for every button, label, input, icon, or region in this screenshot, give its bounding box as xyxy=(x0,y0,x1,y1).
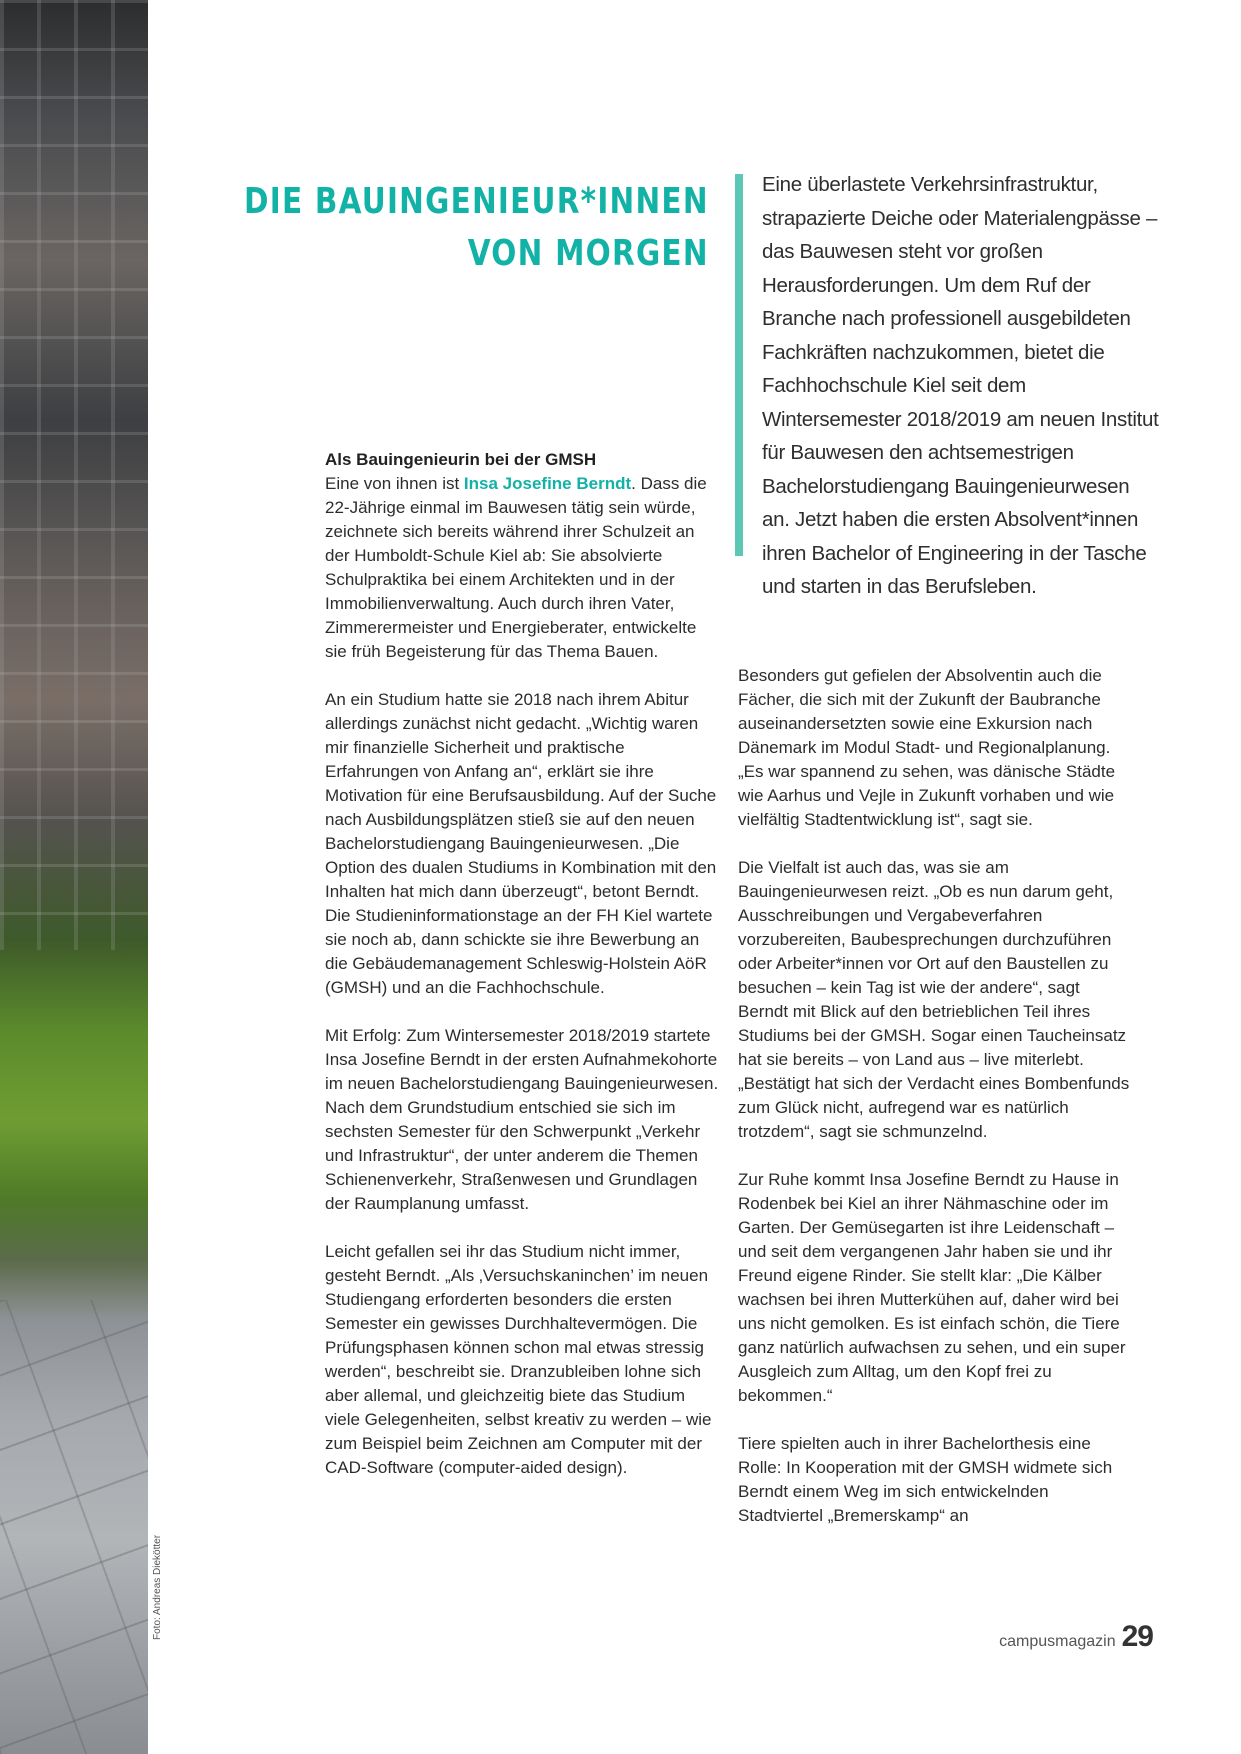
right-column xyxy=(738,664,1133,1552)
side-photo xyxy=(0,0,148,1754)
paragraph: Zur Ruhe kommt Insa Josefine Berndt zu Hause in Rodenbek bei Kiel an ihrer Nähmaschine oder im Garten. Der Gemüsegarten ist ihre Leidenschaft – und seit dem vergangenen Jahr haben sie und ihr Freund eigene Rinder. Sie stellt klar: „Die Kälber wachsen bei ihren Mutterkühen auf, daher wird bei uns nicht gemolken. Es ist einfach schön, die Tiere ganz natürlich aufwachsen zu sehen, und ein super Ausgleich zum Alltag, um den Kopf frei zu bekommen.“ xyxy=(738,1170,1126,1405)
paragraph xyxy=(325,448,720,664)
article-title xyxy=(244,176,709,280)
intro-text-before: Eine von ihnen ist xyxy=(325,474,464,493)
intro-text-after: . Dass die 22-Jährige einmal im Bauwesen tätig sein würde, zeichnete sich bereits während ihrer Schulzeit an der Humboldt-Schule Kiel ab: Sie absolvierte Schulpraktika bei einem Architekten und in der Immobilienverwaltung. Auch durch ihren Vater, Zimmerermeister und Energieberater, entwickelte sie früh Begeisterung für das Thema Bauen. xyxy=(325,474,707,661)
page-number: 29 xyxy=(1121,1620,1153,1653)
title-line-1: DIE BAUINGENIEUR*INNEN xyxy=(244,181,709,222)
paving-texture xyxy=(0,1300,148,1754)
page-footer xyxy=(999,1620,1153,1654)
highlighted-name: Insa Josefine Berndt xyxy=(463,474,632,493)
magazine-name: campusmagazin xyxy=(999,1633,1116,1650)
subheading: Als Bauingenieurin bei der GMSH xyxy=(325,450,597,469)
scaffolding-texture xyxy=(0,0,148,950)
paragraph: Tiere spielten auch in ihrer Bachelorthesis eine Rolle: In Kooperation mit der GMSH widmete sich Berndt einem Weg im sich entwickelnden Stadtviertel „Bremerskamp“ an xyxy=(738,1434,1113,1525)
paragraph: Besonders gut gefielen der Absolventin auch die Fächer, die sich mit der Zukunft der Baubranche auseinandersetzten sowie eine Exkursion nach Dänemark im Modul Stadt- und Regionalplanung. „Es war spannend zu sehen, was dänische Städte wie Aarhus und Vejle in Zukunft vorhaben und wie vielfältig Stadtentwicklung ist“, sagt sie. xyxy=(738,666,1116,829)
lead-accent-bar xyxy=(735,174,743,556)
lead-paragraph: Eine überlastete Verkehrsinfrastruktur, strapazierte Deiche oder Materialengpässe – das Bauwesen steht vor großen Herausforderungen. Um dem Ruf der Branche nach professionell ausgebildeten Fachkräften nachzukommen, bietet die Fachhochschule Kiel seit dem Wintersemester 2018/2019 am neuen Institut für Bauwesen den achtsemestrigen Bachelorstudiengang Bauingenieurwesen an. Jetzt haben die ersten Absolvent*innen ihren Bachelor of Engineering in der Tasche und starten in das Berufsleben. xyxy=(762,173,1159,598)
left-column xyxy=(325,448,720,1504)
paragraph: Mit Erfolg: Zum Wintersemester 2018/2019 startete Insa Josefine Berndt in der ersten Aufnahmekohorte im neuen Bachelorstudiengang Bauingenieurwesen. Nach dem Grundstudium entschied sie sich im sechsten Semester für den Schwerpunkt „Verkehr und Infrastruktur“, der unter anderem die Themen Schienenverkehr, Straßenwesen und Grundlagen der Raumplanung umfasst. xyxy=(325,1026,719,1213)
paragraph: Leicht gefallen sei ihr das Studium nicht immer, gesteht Berndt. „Als ‚Versuchskaninchen’ im neuen Studiengang erforderten besonders die ersten Semester ein gewisses Durchhaltevermögen. Die Prüfungsphasen können schon mal etwas stressig werden“, beschreibt sie. Dranzubleiben lohne sich aber allemal, und gleichzeitig biete das Studium viele Gelegenheiten, selbst kreativ zu werden – wie zum Beispiel beim Zeichnen am Computer mit der CAD-Software (computer-aided design). xyxy=(325,1242,712,1477)
paragraph: Die Vielfalt ist auch das, was sie am Bauingenieurwesen reizt. „Ob es nun darum geht, Ausschreibungen und Vergabeverfahren vorzubereiten, Baubesprechungen durchzuführen oder Arbeiter*innen vor Ort auf den Baustellen zu besuchen – kein Tag ist wie der andere“, sagt Berndt mit Blick auf den betrieblichen Teil ihres Studiums bei der GMSH. Sogar einen Taucheinsatz hat sie bereits – von Land aus – live miterlebt. „Bestätigt hat sich der Verdacht eines Bombenfunds zum Glück nicht, aufregend war es natürlich trotzdem“, sagt sie schmunzelnd. xyxy=(738,858,1130,1141)
title-line-2: VON MORGEN xyxy=(467,233,709,274)
paragraph: An ein Studium hatte sie 2018 nach ihrem Abitur allerdings zunächst nicht gedacht. „Wichtig waren mir finanzielle Sicherheit und praktische Erfahrungen von Anfang an“, erklärt sie ihre Motivation für eine Berufsausbildung. Auf der Suche nach Ausbildungsplätzen stieß sie auf den neuen Bachelorstudiengang Bauingenieurwesen. „Die Option des dualen Studiums in Kombination mit den Inhalten hat mich dann überzeugt“, betont Berndt. Die Studieninformationstage an der FH Kiel wartete sie noch ab, dann schickte sie ihre Bewerbung an die Gebäudemanagement Schleswig-Holstein AöR (GMSH) und an die Fachhochschule. xyxy=(325,690,717,997)
photo-credit: Foto: Andreas Diekötter xyxy=(152,1534,163,1640)
